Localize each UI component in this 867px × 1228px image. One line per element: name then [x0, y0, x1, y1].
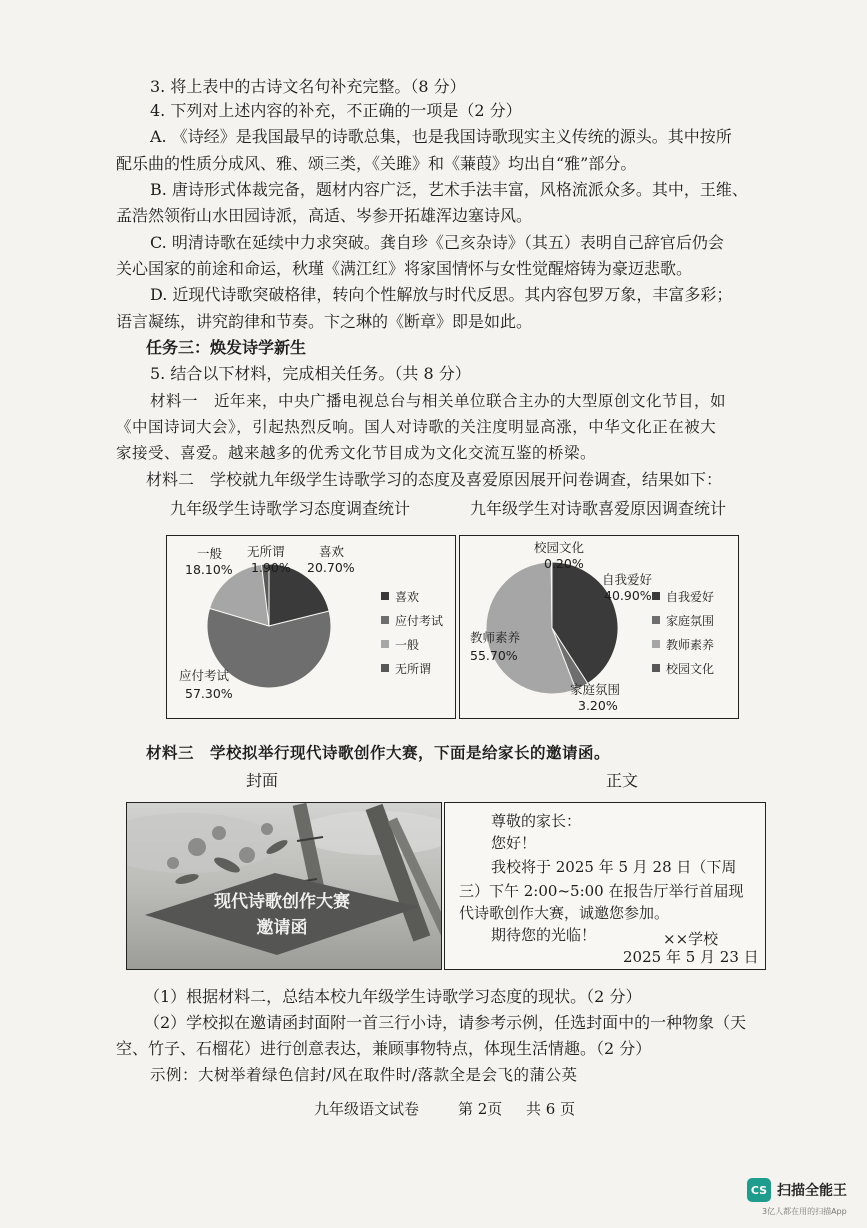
option-d-line1: D. 近现代诗歌突破格律，转向个性解放与时代反思。其内容包罗万象，丰富多彩；: [150, 285, 733, 304]
legend2-label-3: 校园文化: [666, 662, 715, 676]
scanner-name: 扫描全能王: [777, 1183, 847, 1199]
footer-page: 第 2页: [458, 1100, 503, 1118]
letter-body-2: 三）下午 2:00~5:00 在报告厅举行首届现: [459, 882, 744, 900]
question-4: 4. 下列对上述内容的补充，不正确的一项是（2 分）: [150, 101, 522, 120]
option-d-line2: 语言凝练，讲究韵律和节奏。卞之琳的《断章》即是如此。: [116, 312, 533, 331]
material1-line3: 家接受、喜爱。越来越多的优秀文化节目成为文化交流互鉴的桥梁。: [116, 444, 597, 462]
legend1-swatch-3: [381, 664, 389, 672]
example-text: 示例：大树举着绿色信封/风在取件时/落款全是会飞的蒲公英: [150, 1066, 578, 1084]
legend2-label-1: 家庭氛围: [666, 614, 715, 628]
legend2-label-2: 教师素养: [666, 638, 715, 652]
material1-line1: 材料一 近年来，中央广播电视总台与相关单位联合主办的大型原创文化节目，如: [150, 392, 727, 410]
option-a-line1: A. 《诗经》是我国最早的诗歌总集，也是我国诗歌现实主义传统的源头。其中按所: [150, 127, 732, 146]
reason-pie-chart: [460, 536, 738, 718]
cover-caption: 封面: [246, 771, 279, 790]
cover-illustration: [127, 803, 441, 969]
legend2-label-0: 自我爱好: [666, 590, 715, 604]
chart1-label-yiban: 一般: [197, 546, 223, 561]
letter-signature: ××学校: [663, 930, 719, 948]
camscanner-icon: CS: [747, 1178, 771, 1202]
chart1-value-yiban: 18.10%: [185, 562, 233, 577]
chart2-label-jiating: 家庭氛围: [570, 682, 621, 697]
legend1-swatch-1: [381, 616, 389, 624]
letter-body-1: 我校将于 2025 年 5 月 28 日（下周: [491, 858, 737, 876]
option-c-line2: 关心国家的前途和命运，秋瑾《满江红》将家国情怀与女性觉醒熔铸为豪迈悲歌。: [116, 259, 693, 278]
scanner-badge: [747, 1178, 847, 1202]
footer-exam: 九年级语文试卷: [314, 1100, 420, 1118]
material2-text: 材料二 学校就九年级学生诗歌学习的态度及喜爱原因展开问卷调查，结果如下：: [146, 470, 723, 489]
legend1-swatch-2: [381, 640, 389, 648]
chart2-label-ziwo: 自我爱好: [602, 572, 653, 587]
legend1-label-1: 应付考试: [395, 614, 444, 628]
chart2-value-jiaoshi: 55.70%: [470, 648, 518, 663]
chart1-value-xihuan: 20.70%: [307, 560, 355, 575]
option-b-line2: 孟浩然领衔山水田园诗派，高适、岑参开拓雄浑边塞诗风。: [116, 206, 533, 225]
question-3: 3. 将上表中的古诗文名句补充完整。（8 分）: [150, 77, 466, 96]
scanner-tagline: 3亿人都在用的扫描App: [762, 1207, 847, 1216]
legend2-swatch-0: [652, 592, 660, 600]
subquestion-1: （1）根据材料二，总结本校九年级学生诗歌学习态度的现状。（2 分）: [144, 987, 642, 1006]
legend1-swatch-0: [381, 592, 389, 600]
cover-subtitle: 邀请函: [256, 918, 308, 938]
legend1-label-3: 无所谓: [395, 662, 432, 676]
chart2-label-xiaoyuan: 校园文化: [534, 540, 585, 555]
legend1-label-2: 一般: [395, 638, 420, 652]
body-caption: 正文: [606, 771, 639, 790]
option-c-line1: C. 明清诗歌在延续中力求突破。龚自珍《己亥杂诗》（其五）表明自己辞官后仍会: [150, 233, 724, 252]
chart2-value-xiaoyuan: 0.20%: [544, 556, 584, 571]
chart1-label-xihuan: 喜欢: [319, 544, 345, 559]
material3-text: 材料三 学校拟举行现代诗歌创作大赛，下面是给家长的邀请函。: [146, 744, 611, 762]
chart1-label-wusuowei: 无所谓: [247, 544, 285, 559]
letter-hello: 您好！: [491, 834, 537, 852]
chart1-box: [166, 535, 456, 719]
chart1-title: 九年级学生诗歌学习态度调查统计: [170, 499, 411, 518]
option-a-line2: 配乐曲的性质分成风、雅、颂三类，《关雎》和《蒹葭》均出自“雅”部分。: [116, 154, 637, 173]
material1-line2: 《中国诗词大会》，引起热烈反响。国人对诗歌的关注度明显高涨，中华文化正在被大: [116, 418, 717, 436]
letter-body-3: 代诗歌创作大赛，诚邀您参加。: [459, 904, 670, 922]
subquestion-2-line2: 空、竹子、石榴花）进行创意表达，兼顾事物特点，体现生活情趣。（2 分）: [116, 1039, 652, 1058]
chart2-box: [459, 535, 739, 719]
legend1-label-0: 喜欢: [395, 590, 420, 604]
invitation-cover: [126, 802, 442, 970]
letter-date: 2025 年 5 月 23 日: [623, 948, 759, 966]
option-b-line1: B. 唐诗形式体裁完备，题材内容广泛，艺术手法丰富，风格流派众多。其中，王维、: [150, 180, 748, 199]
invitation-letter: [444, 802, 766, 970]
cover-title: 现代诗歌创作大赛: [214, 892, 350, 912]
legend2-swatch-2: [652, 640, 660, 648]
chart2-value-jiating: 3.20%: [578, 698, 618, 713]
chart2-label-jiaoshi: 教师素养: [470, 630, 521, 645]
chart1-value-wusuowei: 1.90%: [251, 560, 291, 575]
letter-greeting: 尊敬的家长：: [491, 812, 582, 830]
legend2-swatch-3: [652, 664, 660, 672]
subquestion-2-line1: （2）学校拟在邀请函封面附一首三行小诗，请参考示例，任选封面中的一种物象（天: [144, 1013, 747, 1032]
footer-total: 共 6 页: [526, 1100, 576, 1118]
letter-body-4: 期待您的光临！: [491, 926, 597, 944]
attitude-pie-chart: [167, 536, 455, 718]
task3-heading: 任务三：焕发诗学新生: [146, 338, 307, 357]
chart2-title: 九年级学生对诗歌喜爱原因调查统计: [470, 499, 727, 518]
chart2-value-ziwo: 40.90%: [604, 588, 652, 603]
legend2-swatch-1: [652, 616, 660, 624]
chart1-value-yingfu: 57.30%: [185, 686, 233, 701]
cover-banner: [145, 873, 419, 955]
question-5: 5. 结合以下材料，完成相关任务。（共 8 分）: [150, 364, 471, 383]
chart1-label-yingfu: 应付考试: [179, 668, 230, 683]
